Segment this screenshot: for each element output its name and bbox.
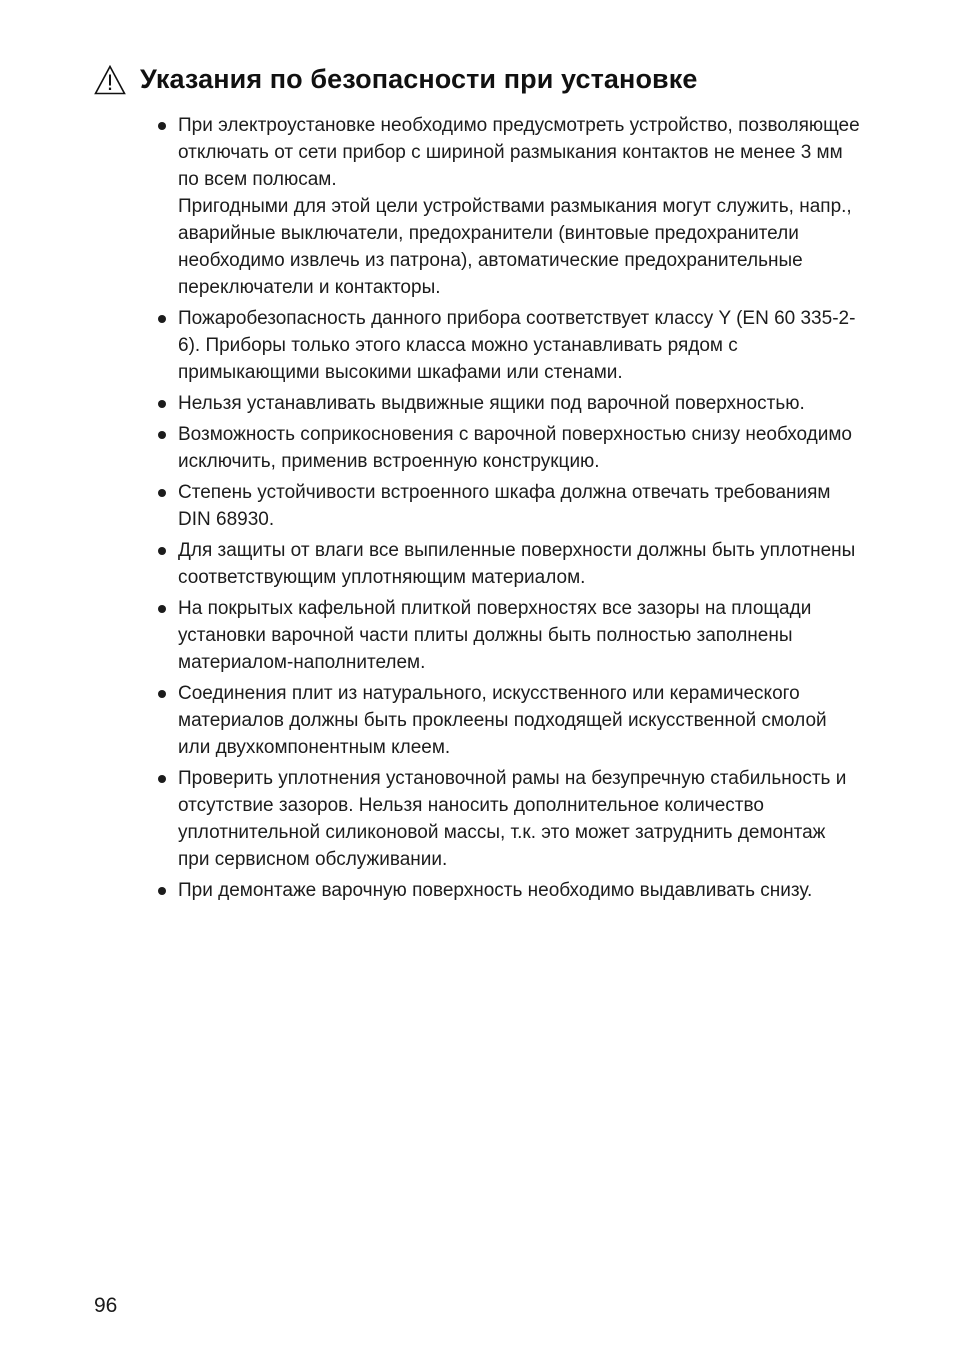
list-item-text: Пожаробезопасность данного прибора соответствует классу Y (EN 60 335-2-6). Приборы только этого класса можно устанавливать рядом с примыкающими высокими шкафами или стенами.	[178, 308, 856, 383]
list-item-text: Нельзя устанавливать выдвижные ящики под варочной поверхностью.	[178, 393, 805, 414]
list-item	[157, 112, 862, 301]
list-item	[157, 877, 862, 904]
bullet-icon	[158, 122, 166, 130]
warning-triangle-icon	[94, 65, 126, 95]
bullet-icon	[158, 315, 166, 323]
bullet-icon	[158, 431, 166, 439]
list-item	[157, 537, 862, 591]
bullet-icon	[158, 690, 166, 698]
list-item	[157, 421, 862, 475]
list-item-text: Для защиты от влаги все выпиленные поверхности должны быть уплотнены соответствующим уплотняющим материалом.	[178, 540, 856, 588]
list-item	[157, 479, 862, 533]
page-number: 96	[94, 1294, 118, 1317]
bullet-icon	[158, 775, 166, 783]
bullet-icon	[158, 489, 166, 497]
list-item	[157, 765, 862, 873]
list-item-text: Соединения плит из натурального, искусственного или керамического материалов должны быть проклеены подходящей искусственной смолой или двухкомпонентным клеем.	[178, 683, 827, 758]
list-item-text: При электроустановке необходимо предусмотреть устройство, позволяющее отключать от сети прибор с шириной размыкания контактов не менее 3 мм по всем полюсам.	[178, 115, 860, 190]
bullet-icon	[158, 400, 166, 408]
bullet-icon	[158, 887, 166, 895]
bullet-icon	[158, 605, 166, 613]
list-item	[157, 680, 862, 761]
list-item-text: На покрытых кафельной плиткой поверхностях все зазоры на площади установки варочной части плиты должны быть полностью заполнены материалом-наполнителем.	[178, 598, 812, 673]
list-item-text-continued: Пригодными для этой цели устройствами размыкания могут служить, напр., аварийные выключатели, предохранители (винтовые предохранители необходимо извлечь из патрона), автоматические предохранительные переключатели и контакторы.	[178, 196, 852, 298]
safety-instructions-list	[157, 112, 862, 908]
list-item-text: Степень устойчивости встроенного шкафа должна отвечать требованиям DIN 68930.	[178, 482, 831, 530]
section-heading	[94, 64, 697, 95]
list-item-text: При демонтаже варочную поверхность необходимо выдавливать снизу.	[178, 880, 813, 901]
list-item-text: Проверить уплотнения установочной рамы на безупречную стабильность и отсутствие зазоров. Нельзя наносить дополнительное количество уплотнительной силиконовой массы, т.к. это может затруднить демонтаж при сервисном обслуживании.	[178, 768, 847, 870]
list-item	[157, 595, 862, 676]
page-title: Указания по безопасности при установке	[140, 64, 698, 94]
list-item	[157, 390, 862, 417]
list-item-text: Возможность соприкосновения с варочной поверхностью снизу необходимо исключить, применив встроенную конструкцию.	[178, 424, 852, 472]
list-item	[157, 305, 862, 386]
bullet-icon	[158, 547, 166, 555]
